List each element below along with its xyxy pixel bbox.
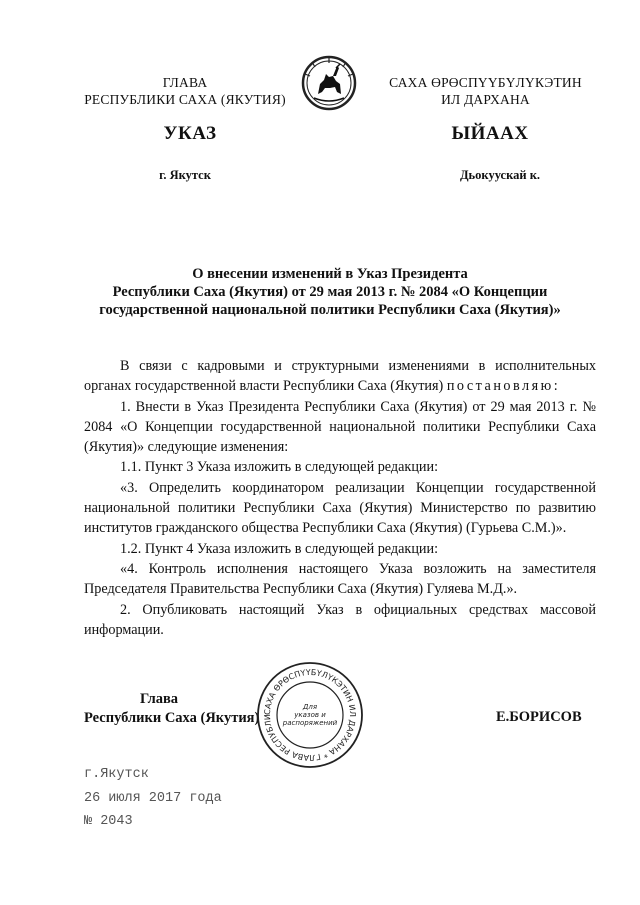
coat-of-arms-icon [300,54,358,112]
stamp-center-line2: указов и [294,711,326,719]
resolve-word: постановляю: [446,378,561,395]
registration-block [84,763,344,834]
official-stamp [255,660,365,770]
city-right: Дьокуускай к. [459,168,541,182]
subject-line-1: О внесении изменений в Указ Президента [192,266,468,282]
paragraph-item-1-1: 1.1. Пункт 3 Указа изложить в следующей редакции: [120,459,439,476]
paragraph-item-2: 2. Опубликовать настоящий Указ в официальных средствах массовой информации. [84,601,596,638]
signatory-title-line1: Глава [140,691,179,707]
issuer-left [70,74,300,108]
stamp-center-line3: распоряжений [282,719,338,727]
signatory-title [84,690,284,728]
subject-line-3: государственной национальной политики Республики Саха (Якутия)» [99,302,561,318]
doc-title-left: УКАЗ [163,123,217,144]
stamp-seal-icon [255,660,365,770]
registration-number: № 2043 [84,814,133,829]
city-left: г. Якутск [159,168,211,182]
paragraph-item-4-text: «4. Контроль исполнения настоящего Указа возложить на заместителя Председателя Правительства Республики Саха (Якутия) Гуляева М.Д.». [84,560,596,598]
decree-subject [80,265,580,319]
stamp-center-line1: Для [302,703,318,711]
signatory-title-line2: Республики Саха (Якутия) [84,710,260,726]
paragraph-item-1: 1. Внести в Указ Президента Республики Саха (Якутия) от 29 мая 2013 г. № 2084 «О Концепции государственной национальной политики Республики Саха (Якутия)» следующие изменения: [84,398,596,456]
subject-line-2: Республики Саха (Якутия) от 29 мая 2013 г. № 2084 «О Концепции [112,284,548,300]
registration-date: 26 июля 2017 года [84,790,222,806]
paragraph-item-3-text: «3. Определить координатором реализации Концепции государственной национальной политики Республики Саха (Якутия) Министерство по развитию институтов гражданского общества Республики Саха (Якутия) (Гурьева С.М.)». [84,479,596,537]
issuer-left-line2: РЕСПУБЛИКИ САХА (ЯКУТИЯ) [84,92,286,107]
stamp-ring-text: САХА ӨРӨСПҮҮБҮЛҮКЭТИН ИЛ ДАРХАНА * ГЛАВА РЕСПУБЛИ [262,667,358,763]
issuer-right-line1: САХА ӨРӨСПҮҮБҮЛҮКЭТИН [389,75,582,90]
paragraph-item-1-2: 1.2. Пункт 4 Указа изложить в следующей редакции: [120,540,439,557]
issuer-right [358,74,613,108]
coat-of-arms-emblem [300,54,358,112]
issuer-left-line1: ГЛАВА [162,75,208,90]
decree-body [84,356,596,640]
issuer-right-line2: ИЛ ДАРХАНА [441,92,530,107]
doc-title-right: ЫЙААХ [451,123,529,144]
preamble-text: В связи с кадровыми и структурными изменениями в исполнительных органах государственной власти Республики Саха (Якутия) [84,358,596,395]
preamble-paragraph [84,356,596,397]
registration-city: г.Якутск [84,767,149,782]
signatory-name: Е.БОРИСОВ [496,709,582,725]
